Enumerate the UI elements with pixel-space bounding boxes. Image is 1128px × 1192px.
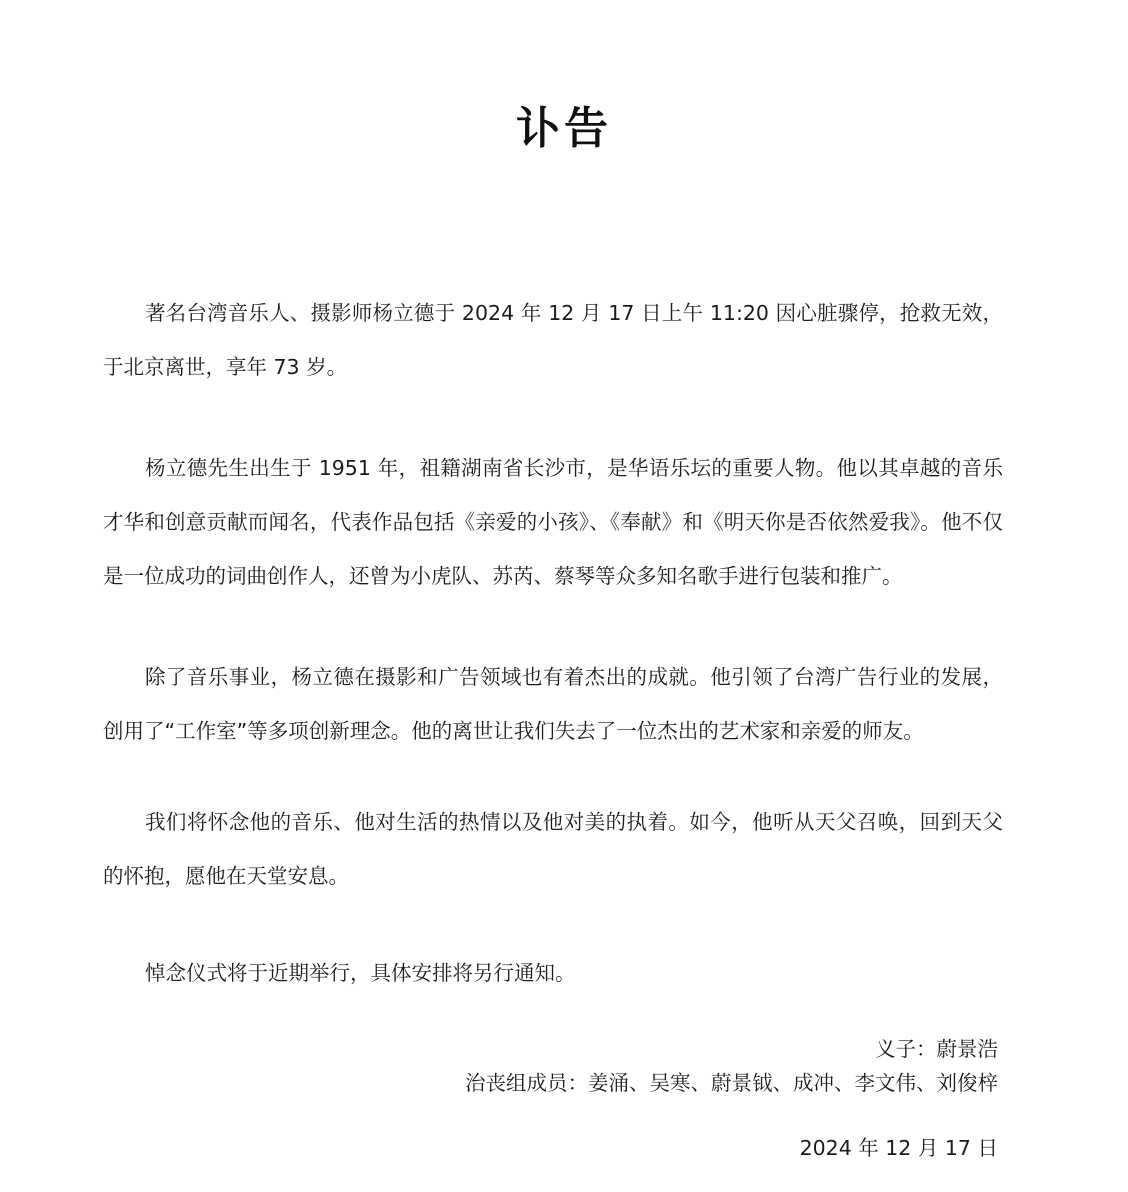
paragraph-announcement: 著名台湾音乐人、摄影师杨立德于 2024 年 12 月 17 日上午 11:20 因心脏骤停，抢救无效，于北京离世，享年 73 岁。 bbox=[103, 301, 1003, 379]
adopted-son-label: 义子： bbox=[875, 1037, 937, 1061]
funeral-committee-members: 姜涌、吴寒、蔚景钺、成冲、李文伟、刘俊梓 bbox=[588, 1071, 998, 1095]
paragraph-memorial-notice: 悼念仪式将于近期举行，具体安排将另行通知。 bbox=[145, 961, 576, 985]
paragraph-achievements: 除了音乐事业，杨立德在摄影和广告领域也有着杰出的成就。他引领了台湾广告行业的发展，创用了“工作室”等多项创新理念。他的离世让我们失去了一位杰出的艺术家和亲爱的师友。 bbox=[103, 665, 1003, 743]
paragraph-biography: 杨立德先生出生于 1951 年，祖籍湖南省长沙市，是华语乐坛的重要人物。他以其卓越的音乐才华和创意贡献而闻名，代表作品包括《亲爱的小孩》、《奉献》和《明天你是否依然爱我》。他不仅是一位成功的词曲创作人，还曾为小虎队、苏芮、蔡琴等众多知名歌手进行包装和推广。 bbox=[103, 456, 1003, 588]
adopted-son-name: 蔚景浩 bbox=[936, 1037, 998, 1061]
adopted-son-line bbox=[875, 1032, 998, 1066]
funeral-committee-line bbox=[465, 1066, 998, 1100]
signature-date: 2024 年 12 月 17 日 bbox=[799, 1136, 998, 1160]
page-title: 讣告 bbox=[516, 103, 612, 154]
paragraph-remembrance: 我们将怀念他的音乐、他对生活的热情以及他对美的执着。如今，他听从天父召唤，回到天父的怀抱，愿他在天堂安息。 bbox=[103, 810, 1003, 888]
funeral-committee-label: 治丧组成员： bbox=[465, 1071, 588, 1095]
